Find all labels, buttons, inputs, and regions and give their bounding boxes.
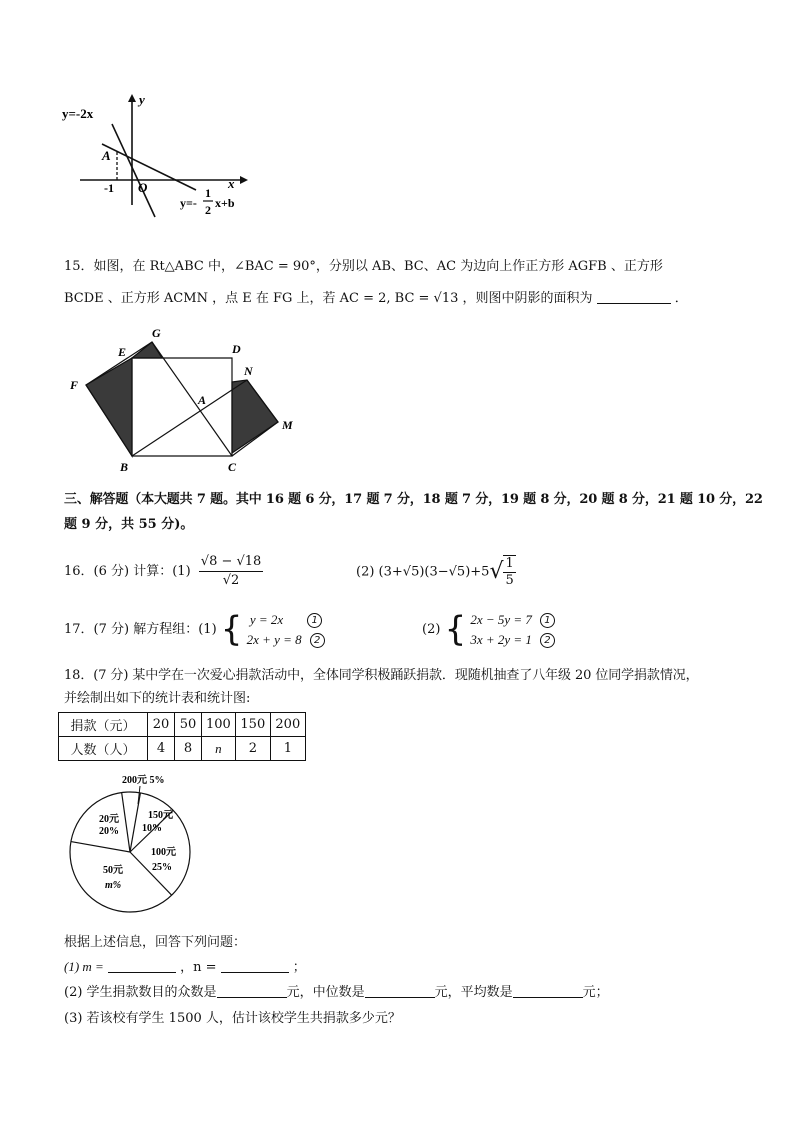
- pie-label-100: 100元: [151, 847, 176, 858]
- q15-line2: [64, 290, 688, 308]
- fig-label-g: G: [152, 326, 161, 340]
- pie-label-200: 200元 5%: [122, 775, 165, 786]
- q16-p2-fraction: [503, 555, 515, 589]
- label-origin: O: [138, 180, 148, 195]
- q18-q2: [64, 984, 609, 1002]
- pie-value-50: m%: [105, 880, 122, 891]
- q18-q2-b: 元，中位数是: [286, 985, 365, 1000]
- table-cell: 2: [235, 737, 270, 761]
- label-neg1: -1: [104, 181, 114, 195]
- table-cell: n: [202, 737, 236, 761]
- system2-eq2: 3x + 2y = 1: [470, 631, 532, 647]
- q15-answer-blank[interactable]: [597, 290, 671, 304]
- q18-intro: 根据上述信息，回答下列问题：: [64, 935, 247, 950]
- label-y: y: [139, 92, 145, 107]
- q16-p1-num: √8 − √18: [199, 553, 264, 572]
- table-row: [59, 713, 306, 737]
- q18-q2-a: (2) 学生捐款数目的众数是: [64, 985, 217, 1000]
- pie-label-20: 20元: [99, 814, 119, 825]
- pie-value-20: 20%: [99, 826, 119, 837]
- label-line1: y=-2x: [62, 106, 94, 121]
- q16-p1-den: √2: [222, 573, 240, 588]
- q17-part2: [422, 608, 555, 652]
- mode-answer-blank[interactable]: [217, 984, 287, 998]
- x-axis-arrow: [240, 176, 248, 184]
- shaded-left: [86, 358, 132, 456]
- m-answer-blank[interactable]: [108, 959, 176, 973]
- mark-1b: 1: [540, 613, 555, 628]
- q18-line2: 并绘制出如下的统计表和统计图:: [64, 691, 251, 706]
- table-cell: 1: [270, 737, 305, 761]
- median-answer-blank[interactable]: [365, 984, 435, 998]
- label-x: x: [228, 176, 235, 191]
- segment-gc: [152, 342, 232, 456]
- system-2: [470, 610, 555, 650]
- section3-line2: 题 9 分，共 55 分)。: [64, 517, 194, 532]
- segment-bn: [132, 380, 247, 456]
- table-cell: 100: [202, 713, 236, 737]
- q18-q1-a: (1) m =: [64, 959, 104, 974]
- table-cell: 200: [270, 713, 305, 737]
- square-bcde: [132, 358, 232, 456]
- q16-p1-fraction: [199, 553, 264, 590]
- donation-table: [58, 712, 306, 761]
- q15-line2-text: BCDE 、正方形 ACMN ，点 E 在 FG 上，若 AC = 2, BC = √13 ，则图中阴影的面积为: [64, 291, 593, 306]
- q18-q2-c: 元，平均数是: [434, 985, 513, 1000]
- q16-prefix: 16．(6 分) 计算：(1): [64, 564, 191, 579]
- q17-p2: (2): [422, 622, 441, 637]
- pie-chart: [60, 770, 200, 918]
- table-cell: 8: [175, 737, 202, 761]
- brace-1: {: [220, 609, 243, 650]
- pie-value-150: 10%: [142, 823, 162, 834]
- q18-q1-b: ，n =: [180, 960, 217, 975]
- line-y-half-x-b: [102, 144, 196, 190]
- fig-label-n: N: [244, 364, 253, 378]
- table-cell: 4: [148, 737, 175, 761]
- label-line2-prefix: y=-: [180, 196, 197, 210]
- mark-1: 1: [307, 613, 322, 628]
- q15-line2-end: ．: [674, 291, 688, 306]
- n-answer-blank[interactable]: [221, 959, 289, 973]
- q16-p2-prefix: (2) (3+√5)(3−√5)+5: [356, 564, 490, 580]
- system-1: [247, 610, 325, 650]
- q17: [64, 608, 325, 652]
- mean-answer-blank[interactable]: [513, 984, 583, 998]
- table-row: [59, 737, 306, 761]
- system2-eq1: 2x − 5y = 7: [470, 611, 532, 627]
- q18-q1-c: ；: [292, 960, 306, 975]
- table-cell: 50: [175, 713, 202, 737]
- pie-label-50: 50元: [103, 865, 123, 876]
- label-line2-suffix: x+b: [215, 196, 235, 210]
- label-a: A: [102, 148, 111, 163]
- q18-q3: (3) 若该校有学生 1500 人，估计该校学生共捐款多少元？: [64, 1011, 401, 1026]
- q16-p2-num: 1: [505, 556, 514, 571]
- linear-function-graph: [60, 90, 260, 220]
- table-cell: 20: [148, 713, 175, 737]
- q17-prefix: 17．(7 分) 解方程组：(1): [64, 622, 217, 637]
- table-header-label: 捐款（元）: [59, 713, 148, 737]
- q18-q2-d: 元；: [582, 985, 609, 1000]
- line-y-neg2x: [112, 124, 155, 217]
- q18-line1: 18．(7 分) 某中学在一次爱心捐款活动中，全体同学积极踊跃捐款．现随机抽查了八年级 20 位同学捐款情况，: [64, 668, 699, 683]
- fig-label-c: C: [228, 460, 237, 474]
- system1-eq1: y = 2x: [249, 611, 284, 627]
- table-cell: 150: [235, 713, 270, 737]
- q15-line1: 15．如图，在 Rt△ABC 中，∠BAC = 90°，分别以 AB、BC、AC 为边向上作正方形 AGFB 、正方形: [64, 259, 663, 274]
- fig-label-f: F: [70, 378, 79, 392]
- system1-eq2: 2x + y = 8: [246, 631, 302, 647]
- y-axis-arrow: [128, 94, 136, 102]
- mark-2: 2: [310, 633, 325, 648]
- q16-part2: [356, 552, 516, 593]
- pie-label-150: 150元: [148, 810, 173, 821]
- squares-figure: [62, 325, 312, 475]
- label-line2-num: 1: [205, 186, 211, 200]
- fig-label-d: D: [232, 342, 241, 356]
- mark-2b: 2: [540, 633, 555, 648]
- pie-value-100: 25%: [152, 862, 172, 873]
- q18-q1: [64, 958, 306, 977]
- q16: [64, 552, 263, 592]
- sqrt-sign: √: [489, 559, 504, 584]
- section3-line1: 三、解答题（本大题共 7 题。其中 16 题 6 分，17 题 7 分，18 题 7 分，19 题 8 分，20 题 8 分，21 题 10 分，22: [64, 492, 763, 507]
- brace-2: {: [444, 609, 467, 650]
- label-line2-den: 2: [205, 203, 211, 217]
- table-row-label: 人数（人）: [59, 737, 148, 761]
- q16-p2-den: 5: [505, 573, 514, 588]
- fig-label-b: B: [120, 460, 129, 474]
- fig-label-e: E: [118, 345, 127, 359]
- fig-label-a: A: [198, 393, 207, 407]
- fig-label-m: M: [282, 418, 293, 432]
